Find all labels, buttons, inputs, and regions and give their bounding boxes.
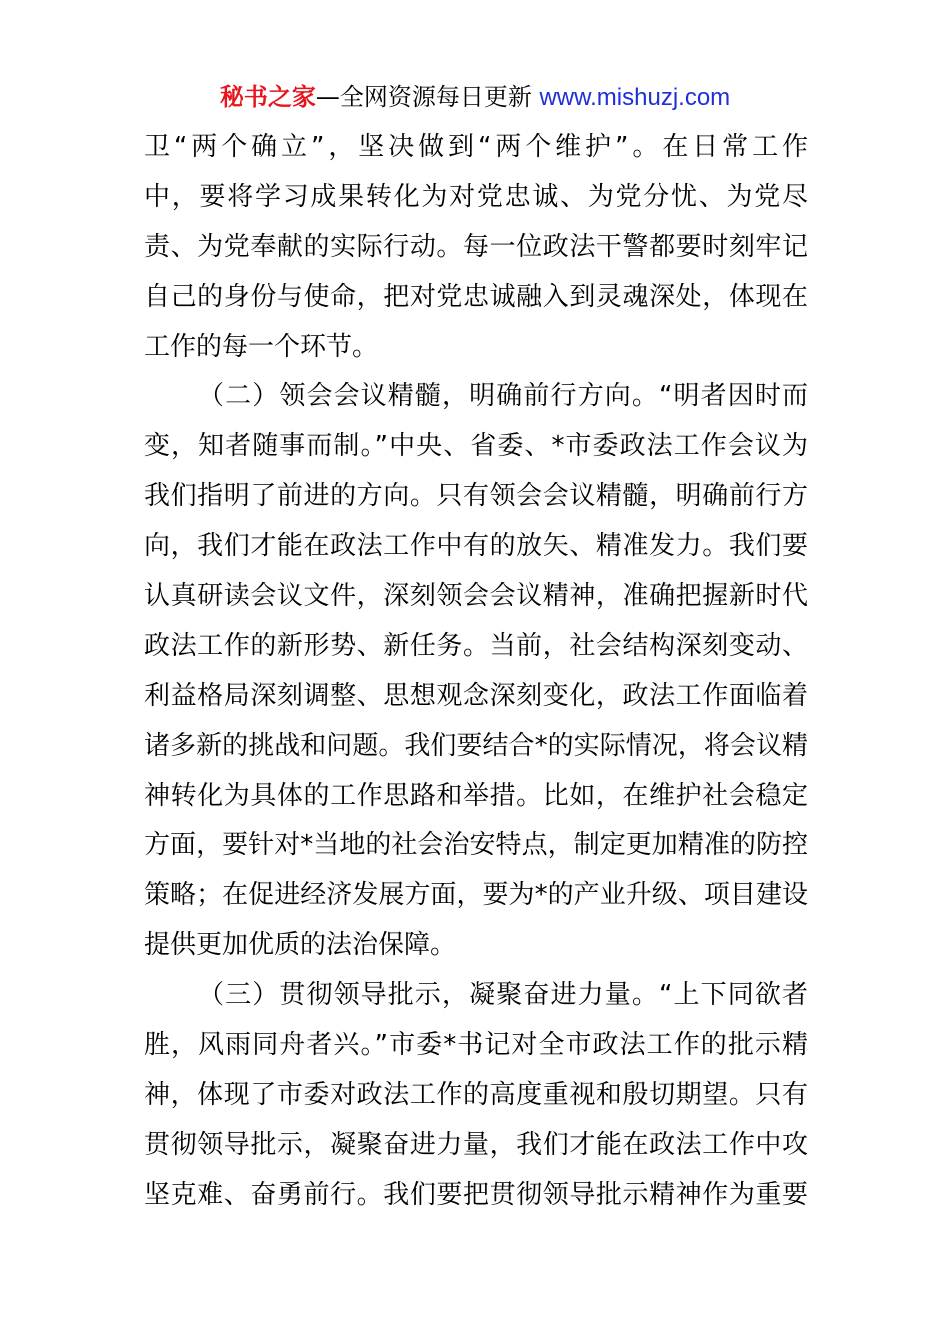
site-brand: 秘书之家 — [219, 83, 316, 111]
text-line: 政法工作的新形势、新任务。当前，社会结构深刻变动、 — [144, 630, 808, 661]
text-line: 变，知者随事而制。”中央、省委、*市委政法工作会议为 — [144, 431, 808, 462]
text-line: 诸多新的挑战和问题。我们要结合*的实际情况，将会议精 — [144, 730, 808, 761]
text-line: 贯彻领导批示，凝聚奋进力量，我们才能在政法工作中攻 — [144, 1129, 808, 1160]
text-line: 胜，风雨同舟者兴。”市委*书记对全市政法工作的批示精 — [144, 1030, 808, 1061]
text-line: 神，体现了市委对政法工作的高度重视和殷切期望。只有 — [144, 1079, 808, 1110]
text-line: 自己的身份与使命，把对党忠诚融入到灵魂深处，体现在 — [144, 281, 808, 312]
site-tagline: —全网资源每日更新 — [315, 83, 540, 111]
text-line: 策略；在促进经济发展方面，要为*的产业升级、项目建设 — [144, 880, 808, 911]
text-line: 中，要将学习成果转化为对党忠诚、为党分忧、为党尽 — [144, 181, 808, 212]
text-line: 提供更加优质的法治保障。 — [144, 930, 457, 961]
text-line: 方面，要针对*当地的社会治安特点，制定更加精准的防控 — [144, 830, 808, 861]
text-line: 向，我们才能在政法工作中有的放矢、精准发力。我们要 — [144, 531, 808, 562]
site-header — [0, 80, 950, 115]
section-heading-line: （二）领会会议精髓，明确前行方向。“明者因时而 — [198, 381, 808, 412]
text-line: 神转化为具体的工作思路和举措。比如，在维护社会稳定 — [144, 780, 808, 811]
text-line: 坚克难、奋勇前行。我们要把贯彻领导批示精神作为重要 — [144, 1179, 808, 1210]
text-line: 卫“两个确立”，坚决做到“两个维护”。在日常工作 — [144, 132, 808, 162]
text-line: 我们指明了前进的方向。只有领会会议精髓，明确前行方 — [144, 481, 808, 512]
text-line: 认真研读会议文件，深刻领会会议精神，准确把握新时代 — [144, 581, 808, 612]
text-line: 利益格局深刻调整、思想观念深刻变化，政法工作面临着 — [144, 680, 808, 711]
document-body — [144, 123, 808, 1221]
section-heading-line: （三）贯彻领导批示，凝聚奋进力量。“上下同欲者 — [198, 980, 808, 1011]
text-line: 责、为党奉献的实际行动。每一位政法干警都要时刻牢记 — [144, 231, 808, 262]
text-line: 工作的每一个环节。 — [144, 331, 379, 362]
site-url-link[interactable]: www.mishuzj.com — [539, 84, 731, 111]
